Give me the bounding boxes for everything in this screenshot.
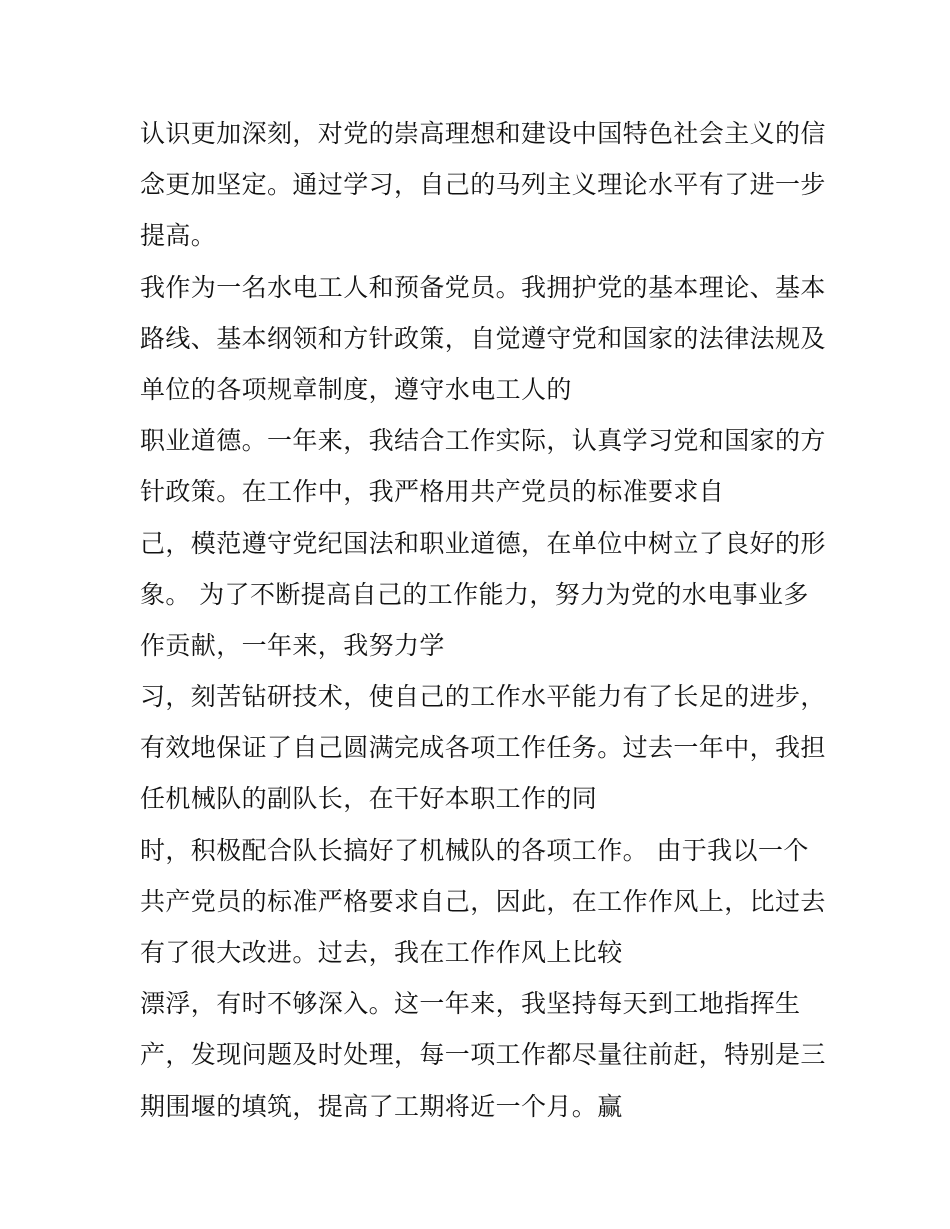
text-line: 期围堰的填筑，提高了工期将近一个月。赢 — [140, 1091, 623, 1121]
text-line: 职业道德。一年来，我结合工作实际，认真学习党和国家的方 — [140, 426, 826, 456]
text-line: 路线、基本纲领和方针政策，自觉遵守党和国家的法律法规及 — [140, 323, 826, 353]
text-line: 有效地保证了自己圆满完成各项工作任务。过去一年中，我担 — [140, 733, 826, 763]
text-line: 提高。 — [140, 221, 217, 251]
text-line: 习，刻苦钻研技术，使自己的工作水平能力有了长足的进步， — [140, 682, 826, 712]
text-line: 针政策。在工作中，我严格用共产党员的标准要求自 — [140, 477, 725, 507]
text-line: 单位的各项规章制度，遵守水电工人的 — [140, 374, 572, 404]
text-line: 任机械队的副队长，在干好本职工作的同 — [140, 784, 598, 814]
text-line: 共产党员的标准严格要求自己，因此，在工作作风上，比过去 — [140, 886, 826, 916]
text-line: 念更加坚定。通过学习，自己的马列主义理论水平有了进一步 — [140, 170, 826, 200]
body-text — [140, 108, 826, 1132]
text-line: 己，模范遵守党纪国法和职业道德，在单位中树立了良好的形 — [140, 528, 826, 558]
text-line: 作贡献，一年来，我努力学 — [140, 630, 445, 660]
text-line: 时，积极配合队长搞好了机械队的各项工作。 由于我以一个 — [140, 835, 809, 865]
text-line: 有了很大改进。过去，我在工作作风上比较 — [140, 938, 623, 967]
text-line: 漂浮，有时不够深入。这一年来，我坚持每天到工地指挥生 — [140, 989, 801, 1019]
text-line: 我作为一名水电工人和预备党员。我拥护党的基本理论、基本 — [140, 272, 826, 302]
text-line: 产，发现问题及时处理，每一项工作都尽量往前赶，特别是三 — [140, 1040, 826, 1070]
text-line: 认识更加深刻，对党的崇高理想和建设中国特色社会主义的信 — [140, 119, 826, 148]
text-line: 象。 为了不断提高自己的工作能力，努力为党的水电事业多 — [140, 579, 809, 609]
